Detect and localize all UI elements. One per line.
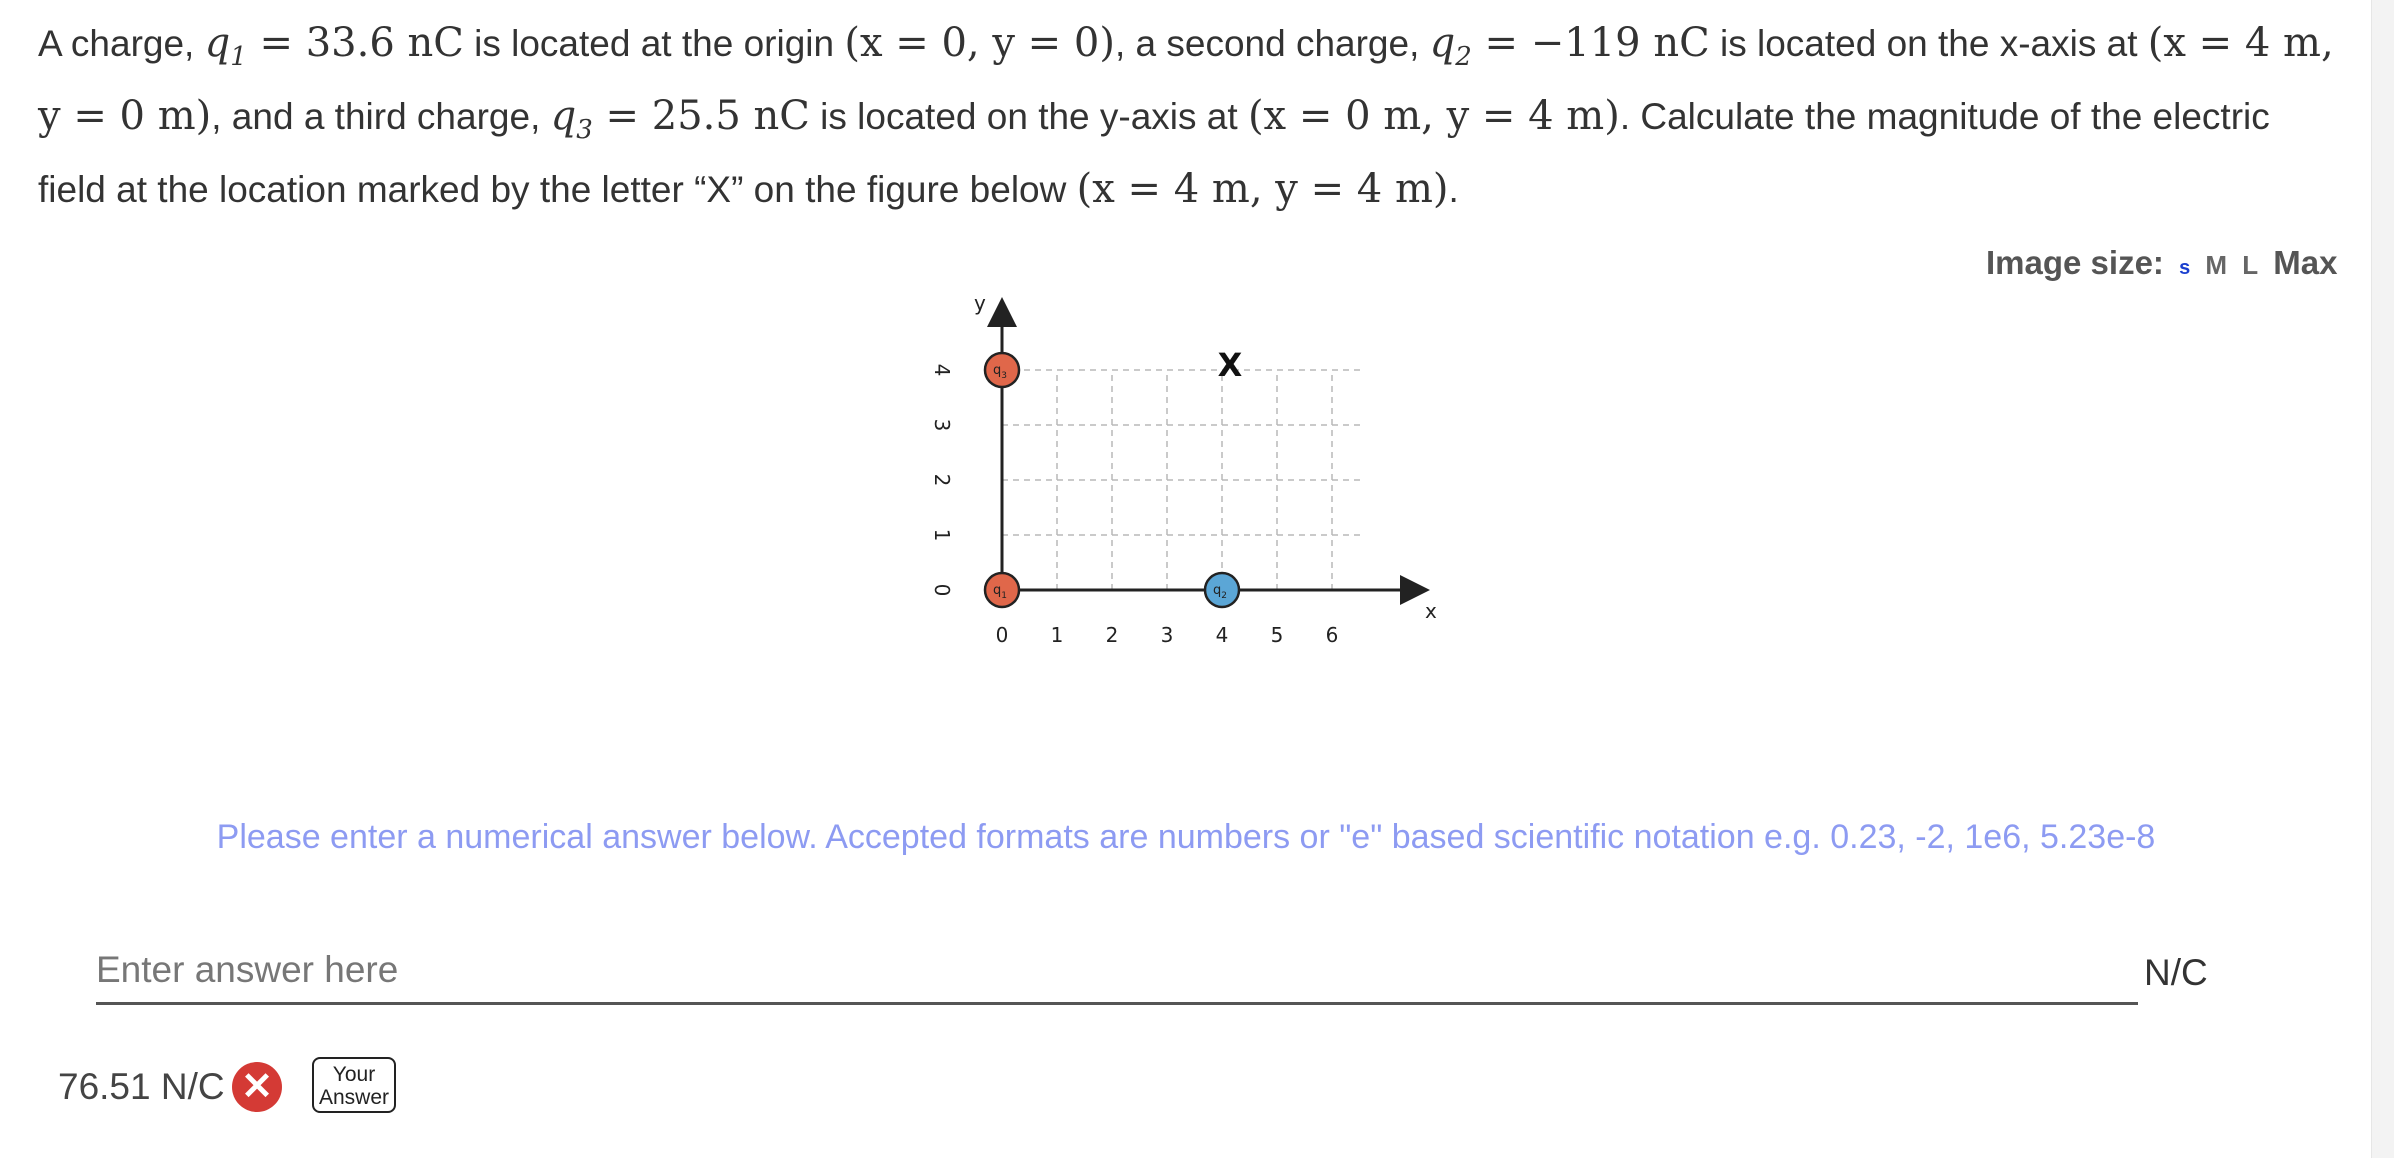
answer-unit: N/C (2144, 952, 2208, 993)
charge-q2 (1205, 573, 1239, 607)
x-tick-label: 0 (995, 623, 1009, 647)
charge-label: $q_3$ (993, 363, 1007, 381)
y-tick-label: 1 (930, 528, 954, 542)
grid-lines (1002, 370, 1365, 590)
previous-answer-value: 76.51 N/C (58, 1066, 225, 1107)
answer-input[interactable] (96, 938, 2138, 1005)
image-size-m[interactable]: M (2205, 250, 2228, 280)
image-size-max[interactable]: Max (2273, 244, 2338, 281)
y-axis-label: y (974, 291, 986, 315)
x-tick-label: 4 (1215, 623, 1229, 647)
x-circle-icon: ✕ (232, 1062, 282, 1112)
scrollbar[interactable] (2371, 0, 2394, 1158)
charge-q1 (985, 573, 1019, 607)
image-size-control (1986, 244, 2338, 282)
image-size-l[interactable]: L (2242, 250, 2259, 280)
x-axis-label: x (1425, 599, 1437, 623)
y-tick-label: 4 (930, 363, 954, 377)
x-marker: X (1217, 346, 1243, 384)
charge-circle (1205, 573, 1239, 607)
x-tick-label: 1 (1050, 623, 1064, 647)
image-size-label: Image size: (1986, 244, 2164, 281)
charge-circle (985, 353, 1019, 387)
charge-q3 (985, 353, 1019, 387)
x-tick-label: 5 (1270, 623, 1284, 647)
charge-label: $q_1$ (993, 583, 1007, 601)
previous-answer (58, 1066, 225, 1108)
x-tick-label: 3 (1160, 623, 1174, 647)
y-tick-label: 3 (930, 418, 954, 432)
charge-circle (985, 573, 1019, 607)
y-tick-label: 0 (930, 583, 954, 597)
answer-hint: Please enter a numerical answer below. Accepted formats are numbers or "e" based scientific notation e.g. 0.23, -2, 1e6, 5.23e-8 (216, 818, 2156, 856)
your-answer-badge (312, 1057, 396, 1113)
x-tick-label: 6 (1325, 623, 1339, 647)
question-text: A charge, $q_1 = 33.6$ nC is located at the origin (x = 0, y = 0), a second charge, $q_2 = -119$ nC is located on the x-axis at (x = 4 m, y = 0 m), and a third charge, $q_3 = 25.5$ nC is located on the y-axis at (x = 0 m, y = 4 m). Calculate the magnitude of the electric field at the location marked by the letter “X” on the figure below (x = 4 m, y = 4 m). (38, 20, 2334, 212)
y-tick-label: 2 (930, 473, 954, 487)
charge-figure (920, 280, 1440, 670)
x-tick-label: 2 (1105, 623, 1119, 647)
image-size-s[interactable]: s (2179, 257, 2191, 279)
your-answer-badge-label: Your Answer (318, 1063, 390, 1109)
charge-label: $q_2$ (1213, 583, 1227, 601)
charge-figure-svg (920, 280, 1440, 670)
